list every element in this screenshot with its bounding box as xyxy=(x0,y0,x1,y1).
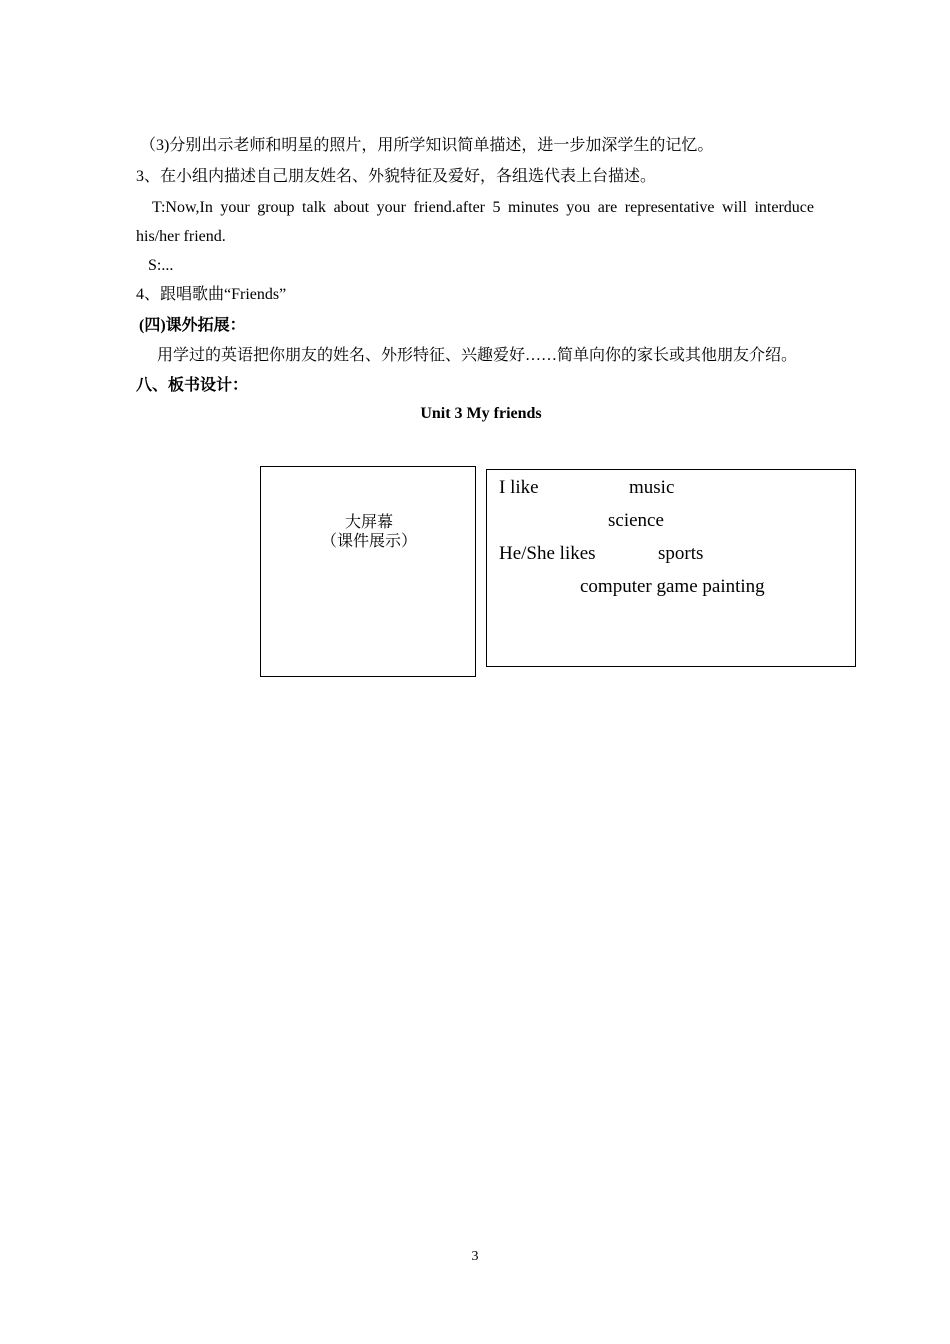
big-screen-label: 大屏幕 xyxy=(344,514,393,531)
board-title: Unit 3 My friends xyxy=(420,405,542,422)
song-line: 4、跟唱歌曲“Friends” xyxy=(136,286,287,303)
student-line: S:... xyxy=(148,257,174,274)
section-heading-extension: (四)课外拓展： xyxy=(139,317,246,334)
courseware-label: （课件展示） xyxy=(320,533,417,550)
big-screen-box xyxy=(260,466,476,677)
paragraph-step-3: （3)分别出示老师和明星的照片，用所学知识简单描述，进一步加深学生的记忆。 xyxy=(140,137,714,154)
teacher-line-continued: his/her friend. xyxy=(136,228,226,245)
word-sports: sports xyxy=(658,543,704,564)
teacher-line: T:Now,In your group talk about your friend.after 5 minutes you are representative will interduce xyxy=(152,199,814,216)
words-computer-game-painting: computer game painting xyxy=(580,576,765,597)
he-she-likes-text: He/She likes xyxy=(499,543,596,564)
paragraph-group-describe: 3、在小组内描述自己朋友姓名、外貌特征及爱好，各组选代表上台描述。 xyxy=(136,168,657,185)
word-science: science xyxy=(608,510,664,531)
page-number: 3 xyxy=(471,1249,479,1264)
section-heading-board: 八、板书设计： xyxy=(136,377,249,394)
extension-paragraph: 用学过的英语把你朋友的姓名、外形特征、兴趣爱好……简单向你的家长或其他朋友介绍。 xyxy=(157,347,798,364)
i-like-text: I like xyxy=(499,477,539,498)
vocabulary-box xyxy=(486,469,856,667)
word-music: music xyxy=(629,477,675,498)
